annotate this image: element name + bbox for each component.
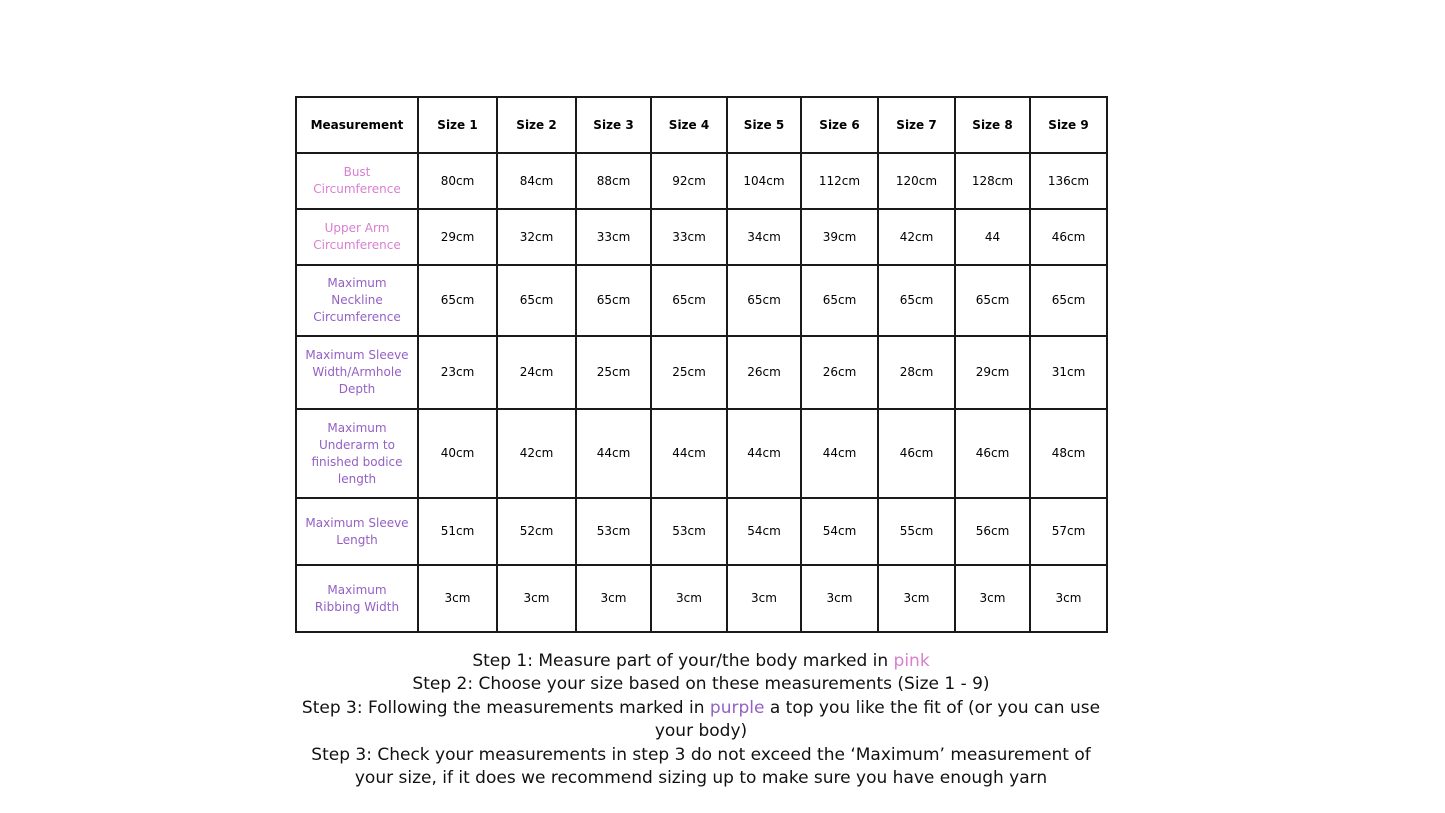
- measurement-value: 104cm: [727, 153, 801, 209]
- measurement-value: 46cm: [1030, 209, 1107, 265]
- measurement-label: Maximum Underarm to finished bodice length: [296, 409, 418, 498]
- pink-highlight: pink: [893, 651, 930, 671]
- measurement-value: 44cm: [576, 409, 651, 498]
- header-cell: Size 9: [1030, 97, 1107, 153]
- measurement-value: 65cm: [878, 265, 955, 336]
- measurement-label: Maximum Ribbing Width: [296, 565, 418, 632]
- measurement-value: 128cm: [955, 153, 1030, 209]
- table-row: [296, 153, 1107, 209]
- measurement-value: 57cm: [1030, 498, 1107, 565]
- header-cell: Size 5: [727, 97, 801, 153]
- table-row: [296, 336, 1107, 409]
- measurement-label: Maximum Sleeve Length: [296, 498, 418, 565]
- instruction-text: Step 1: Measure part of your/the body marked in: [472, 651, 894, 671]
- measurement-value: 25cm: [651, 336, 727, 409]
- measurement-value: 33cm: [576, 209, 651, 265]
- instruction-step-3b: Step 3: Check your measurements in step 3 do not exceed the ‘Maximum’ measurement of your size, if it does we recommend sizing up to make sure you have enough yarn: [311, 744, 1091, 789]
- instructions: [296, 650, 1106, 790]
- measurement-label: Upper Arm Circumference: [296, 209, 418, 265]
- measurement-value: 65cm: [1030, 265, 1107, 336]
- measurement-value: 33cm: [651, 209, 727, 265]
- measurement-value: 3cm: [727, 565, 801, 632]
- table-row: [296, 409, 1107, 498]
- measurement-value: 136cm: [1030, 153, 1107, 209]
- measurement-value: 3cm: [878, 565, 955, 632]
- measurement-value: 44cm: [651, 409, 727, 498]
- measurement-value: 54cm: [727, 498, 801, 565]
- header-cell: Size 4: [651, 97, 727, 153]
- header-cell: Measurement: [296, 97, 418, 153]
- measurement-label: Maximum Neckline Circumference: [296, 265, 418, 336]
- measurement-value: 3cm: [497, 565, 576, 632]
- measurement-value: 3cm: [801, 565, 878, 632]
- measurement-value: 46cm: [878, 409, 955, 498]
- measurement-value: 40cm: [418, 409, 497, 498]
- measurement-value: 3cm: [651, 565, 727, 632]
- measurement-value: 46cm: [955, 409, 1030, 498]
- measurement-value: 3cm: [1030, 565, 1107, 632]
- table-row: [296, 209, 1107, 265]
- measurement-value: 88cm: [576, 153, 651, 209]
- measurement-value: 120cm: [878, 153, 955, 209]
- measurement-value: 52cm: [497, 498, 576, 565]
- measurement-value: 80cm: [418, 153, 497, 209]
- measurement-value: 84cm: [497, 153, 576, 209]
- measurement-value: 31cm: [1030, 336, 1107, 409]
- table-header-row: [296, 97, 1107, 153]
- table-row: [296, 265, 1107, 336]
- measurement-value: 48cm: [1030, 409, 1107, 498]
- measurement-value: 65cm: [727, 265, 801, 336]
- measurement-value: 65cm: [651, 265, 727, 336]
- measurement-value: 44cm: [801, 409, 878, 498]
- measurement-value: 3cm: [418, 565, 497, 632]
- measurement-value: 26cm: [801, 336, 878, 409]
- measurement-value: 3cm: [955, 565, 1030, 632]
- table-body: [296, 153, 1107, 632]
- measurement-value: 44cm: [727, 409, 801, 498]
- measurement-value: 65cm: [576, 265, 651, 336]
- measurement-value: 23cm: [418, 336, 497, 409]
- measurement-value: 65cm: [955, 265, 1030, 336]
- measurement-value: 26cm: [727, 336, 801, 409]
- measurement-value: 55cm: [878, 498, 955, 565]
- measurement-value: 24cm: [497, 336, 576, 409]
- header-cell: Size 2: [497, 97, 576, 153]
- measurement-value: 112cm: [801, 153, 878, 209]
- header-cell: Size 6: [801, 97, 878, 153]
- measurement-value: 92cm: [651, 153, 727, 209]
- header-cell: Size 8: [955, 97, 1030, 153]
- measurement-value: 25cm: [576, 336, 651, 409]
- instruction-text: a top you like the fit of (or you can use your body): [654, 697, 1101, 742]
- measurement-value: 44: [955, 209, 1030, 265]
- measurement-value: 29cm: [955, 336, 1030, 409]
- table-row: [296, 498, 1107, 565]
- header-cell: Size 1: [418, 97, 497, 153]
- measurement-value: 29cm: [418, 209, 497, 265]
- instruction-step-2: Step 2: Choose your size based on these measurements (Size 1 - 9): [412, 674, 990, 695]
- measurement-value: 65cm: [801, 265, 878, 336]
- measurement-value: 34cm: [727, 209, 801, 265]
- measurement-value: 42cm: [497, 409, 576, 498]
- measurement-value: 65cm: [418, 265, 497, 336]
- instruction-step-3a: [296, 697, 1106, 744]
- instruction-step-1: [296, 650, 1106, 673]
- measurement-label: Maximum Sleeve Width/Armhole Depth: [296, 336, 418, 409]
- measurement-value: 28cm: [878, 336, 955, 409]
- measurement-value: 53cm: [576, 498, 651, 565]
- measurement-value: 54cm: [801, 498, 878, 565]
- measurement-value: 42cm: [878, 209, 955, 265]
- header-cell: Size 7: [878, 97, 955, 153]
- measurement-value: 39cm: [801, 209, 878, 265]
- measurement-value: 56cm: [955, 498, 1030, 565]
- purple-highlight: purple: [709, 697, 765, 718]
- header-cell: Size 3: [576, 97, 651, 153]
- instruction-text: Step 3: Following the measurements marked in: [301, 697, 710, 718]
- measurement-label: Bust Circumference: [296, 153, 418, 209]
- table-row: [296, 565, 1107, 632]
- measurement-value: 53cm: [651, 498, 727, 565]
- measurement-value: 3cm: [576, 565, 651, 632]
- size-chart-table: [295, 96, 1108, 633]
- measurement-value: 51cm: [418, 498, 497, 565]
- measurement-value: 32cm: [497, 209, 576, 265]
- measurement-value: 65cm: [497, 265, 576, 336]
